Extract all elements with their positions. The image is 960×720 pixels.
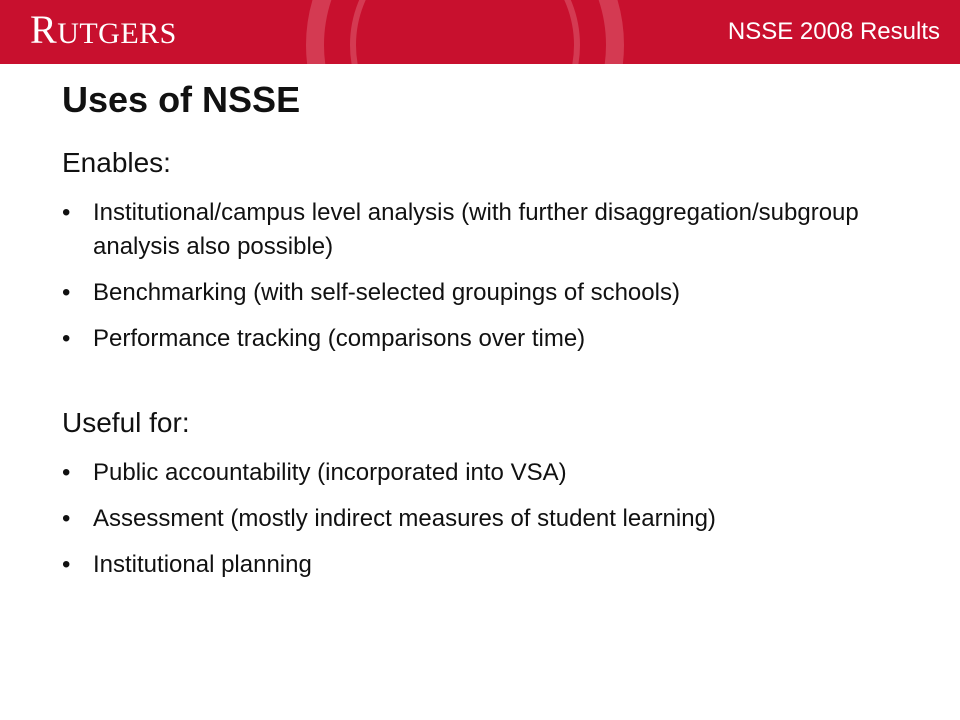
section-heading-enables: Enables: [62,147,171,178]
bullet-list-enables [62,196,882,368]
list-item [62,196,882,264]
list-item [62,502,882,536]
list-item [62,456,882,490]
bullet-icon: • [62,325,71,352]
header-title: NSSE 2008 Results [727,18,940,45]
list-item [62,276,882,310]
list-item [62,322,882,356]
header-bar [0,0,960,64]
bullet-icon: • [62,199,71,226]
university-seal-watermark-icon [300,0,630,64]
section-heading-useful-for: Useful for: [62,407,190,438]
bullet-icon: • [62,551,71,578]
rutgers-logo[interactable] [30,7,177,54]
list-item-text: Performance tracking (comparisons over time) [93,325,586,352]
list-item-text: Institutional/campus level analysis (with further disaggregation/subgroup analysis also possible) [93,199,859,260]
list-item-text: Assessment (mostly indirect measures of student learning) [93,505,716,532]
list-item-text: Benchmarking (with self-selected groupings of schools) [93,279,680,306]
logo-rest: UTGERS [57,17,177,50]
list-item-text: Public accountability (incorporated into VSA) [93,459,567,486]
bullet-icon: • [62,459,71,486]
slide-title: Uses of NSSE [62,79,301,120]
logo-first-letter: R [30,7,58,52]
bullet-icon: • [62,505,71,532]
list-item [62,548,882,582]
bullet-icon: • [62,279,71,306]
list-item-text: Institutional planning [93,551,312,578]
bullet-list-useful-for [62,456,882,594]
